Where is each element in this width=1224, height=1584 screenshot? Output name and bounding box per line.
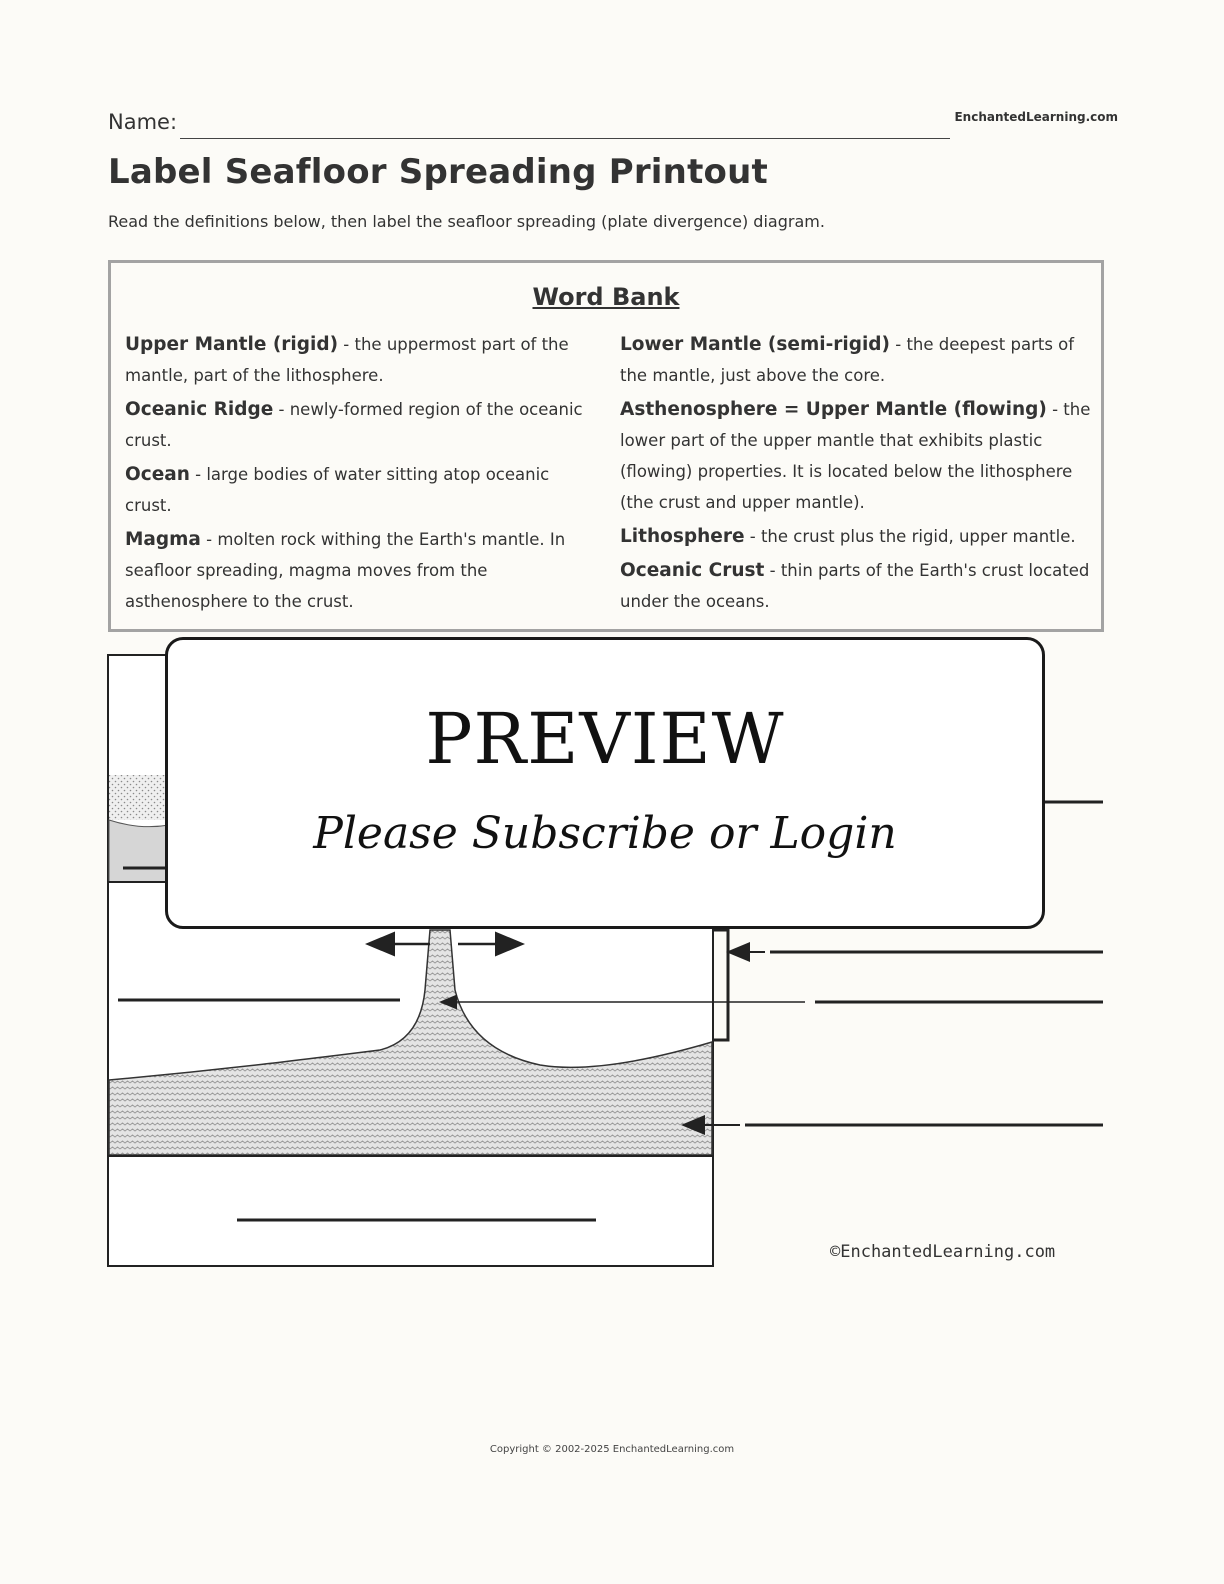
word-bank-entry — [125, 394, 587, 456]
word-bank-entry — [620, 394, 1092, 518]
name-line[interactable] — [180, 138, 950, 139]
word-bank-term: Magma — [125, 529, 201, 550]
lithosphere-bracket — [712, 930, 728, 1040]
instructions: Read the definitions below, then label the seafloor spreading (plate divergence) diagram. — [108, 212, 825, 231]
preview-title: PREVIEW — [425, 698, 785, 780]
word-bank-term: Oceanic Crust — [620, 560, 765, 581]
word-bank-left-column — [125, 329, 587, 620]
preview-subtitle[interactable]: Please Subscribe or Login — [313, 808, 897, 859]
preview-overlay[interactable] — [165, 637, 1045, 929]
word-bank — [108, 260, 1104, 632]
grey-layer — [109, 820, 169, 882]
name-row — [108, 108, 1118, 140]
page-title: Label Seafloor Spreading Printout — [108, 152, 768, 192]
word-bank-entry — [620, 329, 1092, 391]
word-bank-entry — [125, 524, 587, 617]
word-bank-definition: - the crust plus the rigid, upper mantle. — [744, 527, 1076, 546]
word-bank-definition: - large bodies of water sitting atop oceanic crust. — [125, 465, 550, 515]
word-bank-definition: - thin parts of the Earth's crust located under the oceans. — [620, 561, 1090, 611]
word-bank-term: Lower Mantle (semi-rigid) — [620, 334, 890, 355]
word-bank-right-column — [620, 329, 1092, 620]
word-bank-term: Ocean — [125, 464, 190, 485]
word-bank-entry — [620, 521, 1092, 552]
name-label: Name: — [108, 110, 178, 134]
word-bank-term: Lithosphere — [620, 526, 745, 547]
word-bank-term: Upper Mantle (rigid) — [125, 334, 339, 355]
copyright-footer: Copyright © 2002-2025 EnchantedLearning.com — [489, 1444, 735, 1455]
dotted-crust-layer — [109, 775, 169, 820]
word-bank-definition: - the deepest parts of the mantle, just above the core. — [620, 335, 1075, 385]
word-bank-entry — [125, 459, 587, 521]
word-bank-definition: - molten rock withing the Earth's mantle. In seafloor spreading, magma moves from the asthenosphere to the crust. — [125, 530, 566, 611]
site-name: EnchantedLearning.com — [954, 110, 1118, 124]
word-bank-entry — [620, 555, 1092, 617]
word-bank-entry — [125, 329, 587, 391]
word-bank-term: Asthenosphere = Upper Mantle (flowing) — [620, 399, 1047, 420]
word-bank-definition: - the uppermost part of the mantle, part of the lithosphere. — [125, 335, 569, 385]
word-bank-definition: - the lower part of the upper mantle that exhibits plastic (flowing) properties. It is located below the lithosphere (the crust and upper mantle). — [620, 400, 1091, 512]
diagram-credit: ©EnchantedLearning.com — [830, 1242, 1056, 1262]
word-bank-title: Word Bank — [532, 283, 680, 311]
word-bank-term: Oceanic Ridge — [125, 399, 274, 420]
word-bank-definition: - newly-formed region of the oceanic crust. — [125, 400, 583, 450]
